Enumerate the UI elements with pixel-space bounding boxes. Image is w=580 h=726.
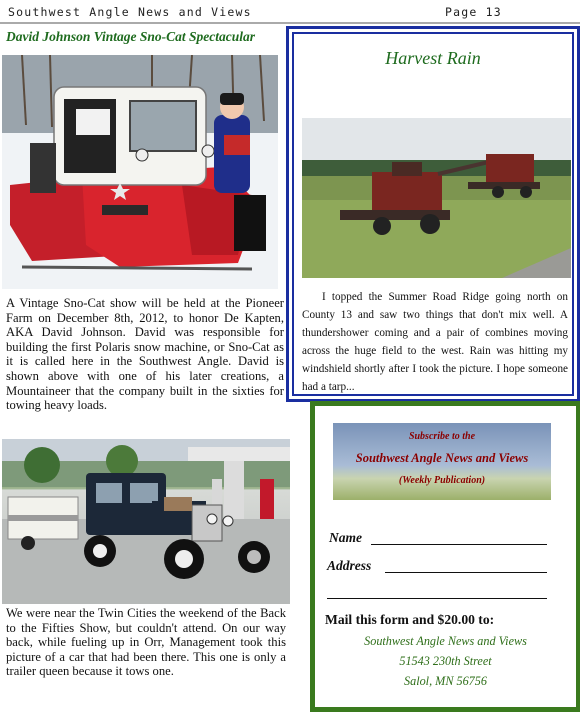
subscription-form: [310, 401, 580, 712]
car-article-text: We were near the Twin Cities the weekend of the Back to the Fifties Show, but couldn't attend. On our way back, while fueling up in Orr, Management took this picture of a car that had been there. This one is only a trailer queen because it tows one.: [6, 606, 286, 679]
banner-publication-name: Southwest Angle News and Views: [355, 451, 529, 465]
subscribe-banner: [333, 423, 551, 500]
page-header: [0, 0, 580, 24]
page-number: Page 13: [445, 5, 502, 19]
harvest-rain-title: Harvest Rain: [385, 48, 481, 68]
snocat-photo: [2, 55, 278, 289]
header-rule: [0, 22, 580, 24]
name-label: Name: [329, 530, 362, 545]
banner-subscribe-text: Subscribe to the: [408, 431, 476, 442]
name-field[interactable]: [371, 544, 547, 545]
mailing-address-line-3: Salol, MN 56756: [404, 674, 487, 688]
harvest-rain-panel: [286, 26, 580, 402]
combines-photo: [302, 118, 571, 278]
mail-instructions: Mail this form and $20.00 to:: [325, 612, 495, 627]
address-label: Address: [327, 558, 372, 573]
snocat-article-text: A Vintage Sno-Cat show will be held at the Pioneer Farm on December 8th, 2012, to honor De Kapten, AKA David Johnson. David was responsible for building the first Polaris snow machine, or Sno-Cat as it is called here in the Southwest Angle. David is shown above with one of his later creations, a Mountaineer that the company built in the sixties for towing heavy loads.: [6, 296, 284, 413]
address-field-line-2[interactable]: [327, 598, 547, 599]
snocat-article-title: David Johnson Vintage Sno-Cat Spectacular: [6, 29, 256, 44]
mailing-address-line-2: 51543 230th Street: [399, 654, 492, 668]
mailing-address-line-1: Southwest Angle News and Views: [364, 634, 527, 648]
model-a-car-photo: [2, 439, 290, 604]
banner-weekly-text: (Weekly Publication): [398, 475, 486, 486]
address-field[interactable]: [385, 572, 547, 573]
harvest-rain-text: I topped the Summer Road Ridge going north on County 13 and saw two things that don't mix well. A thundershower coming and a pair of combines moving across the huge field to the west. Rain was hitting my windshield shortly after I took the picture. I hope someone had a tarp...: [302, 291, 568, 393]
publication-name: Southwest Angle News and Views: [8, 5, 252, 19]
